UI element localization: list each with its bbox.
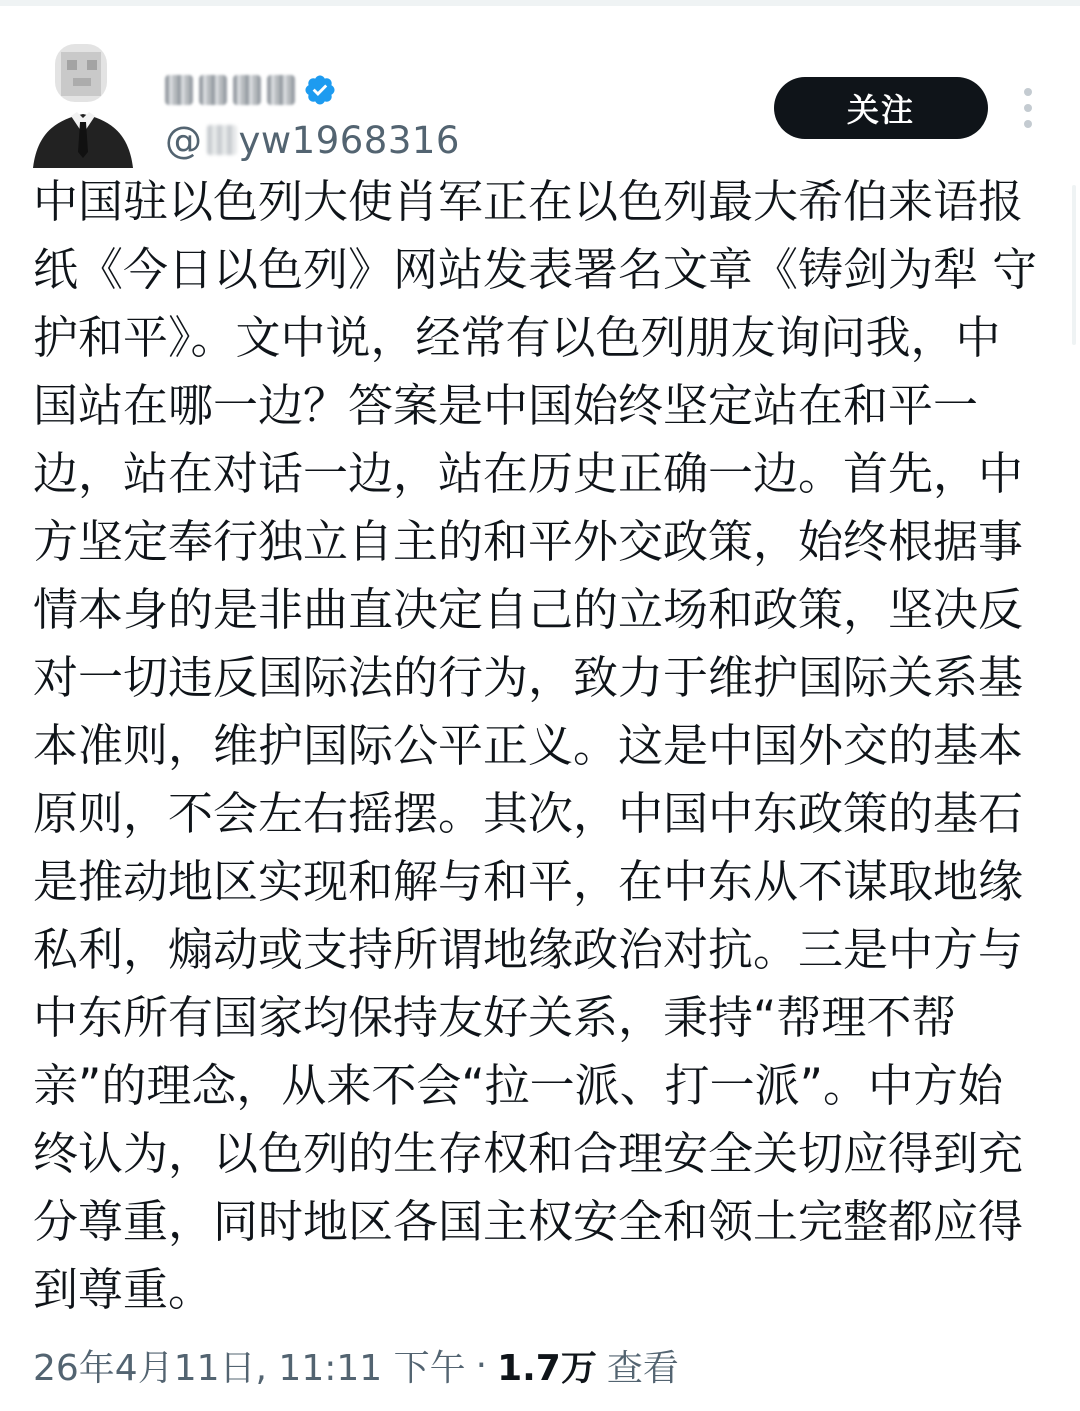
tweet-body: 中国驻以色列大使肖军正在以色列最大希伯来语报纸《今日以色列》网站发表署名文章《铸剑为犁 守护和平》。文中说，经常有以色列朋友询问我，中国站在哪一边？答案是中国始终坚定站在和平一边，站在对话一边，站在历史正确一边。首先，中方坚定奉行独立自主的和平外交政策，始终根据事情本身的是非曲直决定自己的立场和政策，坚决反对一切违反国际法的行为，致力于维护国际关系基本准则，维护国际公平正义。这是中国外交的基本原则，不会左右摇摆。其次，中国中东政策的基石是推动地区实现和解与和平，在中东从不谋取地缘私利，煽动或支持所谓地缘政治对抗。三是中方与中东所有国家均保持友好关系，秉持“帮理不帮亲”的理念，从来不会“拉一派、打一派”。中方始终认为，以色列的生存权和合理安全关切应得到充分尊重，同时地区各国主权安全和领土完整都应得到尊重。 <box>33 175 1038 1316</box>
avatar[interactable] <box>33 42 133 168</box>
more-options-icon[interactable] <box>1016 88 1040 128</box>
handle-text: yw1968316 <box>238 118 460 162</box>
tweet-meta <box>33 1335 679 1395</box>
timestamp[interactable]: 26年4月11日, 11:11 下午 <box>33 1347 466 1389</box>
scrollbar[interactable] <box>1072 185 1076 345</box>
views-count: 1.7万 <box>497 1347 597 1389</box>
display-name-row[interactable] <box>165 68 337 112</box>
meta-separator: · <box>475 1344 488 1386</box>
views-label: 查看 <box>606 1347 679 1389</box>
tweet-header <box>0 20 1080 160</box>
top-divider <box>0 0 1080 6</box>
user-handle[interactable] <box>165 116 460 164</box>
handle-redacted <box>207 125 237 155</box>
handle-at: @ <box>165 118 203 162</box>
verified-badge-icon <box>303 73 337 107</box>
follow-button[interactable]: 关注 <box>774 77 988 139</box>
display-name-redacted <box>165 75 295 105</box>
